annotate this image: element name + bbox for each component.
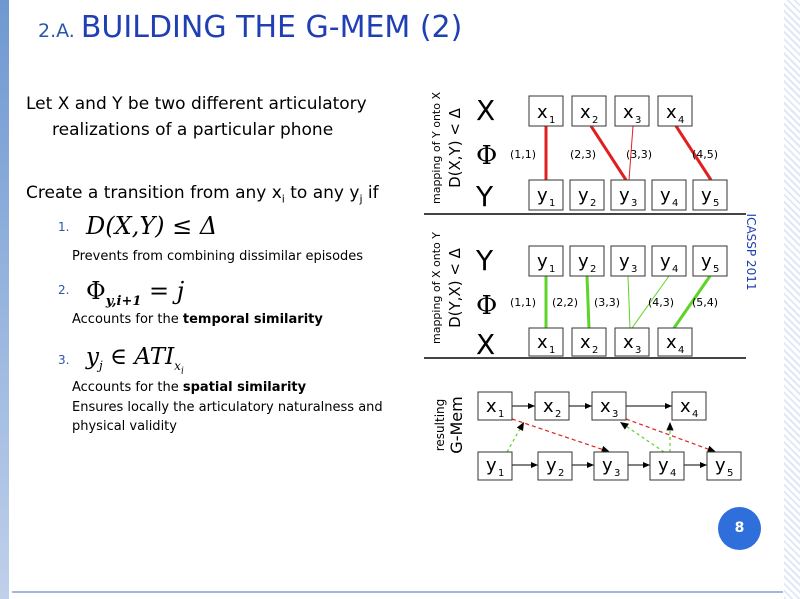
svg-text:5: 5: [727, 468, 734, 479]
p2-phi-3: (3,3): [594, 296, 621, 309]
node-y5: [693, 180, 727, 210]
svg-text:y: y: [619, 185, 630, 206]
panel3-side-label: resulting: [433, 398, 447, 452]
panel3-cross-transitions: [507, 419, 716, 452]
svg-text:y: y: [578, 251, 589, 272]
bottom-divider: [12, 591, 783, 593]
panel3-condition: G-Mem: [447, 396, 466, 454]
svg-text:3: 3: [635, 115, 642, 126]
item-3-note-3: physical validity: [72, 419, 177, 434]
panel2-y-nodes: [529, 246, 727, 276]
svg-text:4: 4: [672, 264, 679, 275]
node-y4: [650, 452, 684, 480]
node-y4: [652, 246, 686, 276]
svg-text:1: 1: [549, 115, 556, 126]
node-x1: [529, 328, 563, 356]
panel2-side-label: mapping of X onto Y: [430, 231, 443, 345]
panel1-row-x: X: [476, 94, 496, 127]
svg-text:x: x: [600, 396, 611, 417]
node-y3: [594, 452, 628, 480]
node-x4: [658, 96, 692, 126]
p2-phi-2: (2,2): [552, 296, 579, 309]
svg-text:y: y: [537, 251, 548, 272]
p2-phi-5: (5,4): [692, 296, 719, 309]
p2-phi-4: (4,3): [648, 296, 675, 309]
create-transition-text: Create a transition from any $x_i$ to any $y_j$ if: [26, 183, 379, 206]
link-y3-x3: [628, 276, 630, 328]
svg-text:y: y: [715, 455, 726, 476]
item-1-note: Prevents from combining dissimilar episodes: [72, 249, 364, 264]
node-x2: [572, 328, 606, 356]
svg-text:1: 1: [549, 198, 556, 209]
svg-text:4: 4: [672, 198, 679, 209]
intro-line-2: realizations of a particular phone: [52, 120, 334, 140]
svg-text:4: 4: [678, 115, 685, 126]
page-number-badge: 8: [718, 507, 761, 550]
panel3-y-nodes: [478, 452, 741, 480]
node-y5: [693, 246, 727, 276]
red-x3-y5: [626, 419, 716, 452]
svg-text:x: x: [623, 102, 634, 123]
node-y4: [652, 180, 686, 210]
svg-text:x: x: [623, 332, 634, 353]
svg-text:2: 2: [592, 115, 599, 126]
svg-text:4: 4: [692, 409, 699, 420]
svg-text:x: x: [580, 102, 591, 123]
node-x4: [672, 392, 706, 420]
slide-title: [38, 10, 462, 45]
svg-text:1: 1: [498, 409, 505, 420]
svg-text:y: y: [537, 185, 548, 206]
node-y2: [538, 452, 572, 480]
node-x2: [572, 96, 606, 126]
svg-text:2: 2: [590, 264, 597, 275]
svg-text:3: 3: [612, 409, 619, 420]
svg-text:2: 2: [558, 468, 565, 479]
panel2-condition: D(Y,X) < Δ: [446, 248, 464, 328]
green-y4-x3: [620, 422, 664, 452]
node-y2: [570, 246, 604, 276]
node-y1: [478, 452, 512, 480]
panel1-y-nodes: [529, 180, 727, 210]
svg-text:y: y: [701, 251, 712, 272]
panel3-x-nodes: [478, 392, 706, 420]
node-x3: [615, 328, 649, 356]
svg-text:x: x: [537, 332, 548, 353]
panel1-row-phi: Φ: [476, 141, 498, 171]
svg-text:x: x: [680, 396, 691, 417]
svg-text:x: x: [543, 396, 554, 417]
node-y2: [570, 180, 604, 210]
item-1-number: 1.: [58, 220, 70, 234]
left-accent-bar: [0, 0, 9, 599]
node-y5: [707, 452, 741, 480]
svg-text:1: 1: [498, 468, 505, 479]
panel2-x-nodes: [529, 328, 692, 356]
panel1-condition: D(X,Y) < Δ: [446, 108, 464, 188]
p1-phi-4: (4,5): [692, 148, 719, 161]
svg-text:2: 2: [592, 345, 599, 356]
node-x4: [658, 328, 692, 356]
node-y1: [529, 246, 563, 276]
item-2-formula: $\Phi_{y,i+1} = j$: [86, 277, 185, 309]
node-x3: [615, 96, 649, 126]
green-y1-x2: [507, 422, 524, 452]
panel2-row-y: Y: [476, 244, 494, 277]
svg-text:5: 5: [713, 264, 720, 275]
svg-text:5: 5: [713, 198, 720, 209]
svg-text:2: 2: [590, 198, 597, 209]
svg-text:3: 3: [631, 264, 638, 275]
p1-phi-2: (2,3): [570, 148, 597, 161]
svg-text:x: x: [486, 396, 497, 417]
item-3-number: 3.: [58, 353, 70, 367]
svg-text:y: y: [602, 455, 613, 476]
svg-text:x: x: [666, 332, 677, 353]
node-y1: [529, 180, 563, 210]
node-x1: [478, 392, 512, 420]
svg-text:y: y: [619, 251, 630, 272]
svg-text:4: 4: [670, 468, 677, 479]
conference-label: ICASSP 2011: [744, 213, 758, 291]
g-mem-diagram: [424, 82, 746, 490]
svg-text:x: x: [580, 332, 591, 353]
svg-text:3: 3: [614, 468, 621, 479]
svg-text:y: y: [660, 251, 671, 272]
svg-text:y: y: [660, 185, 671, 206]
svg-text:x: x: [537, 102, 548, 123]
node-x1: [529, 96, 563, 126]
panel1-x-nodes: [529, 96, 692, 126]
item-3-note-2: Ensures locally the articulatory naturalness and: [72, 400, 383, 415]
item-2-number: 2.: [58, 283, 70, 297]
node-y3: [611, 246, 645, 276]
svg-text:y: y: [486, 455, 497, 476]
panel2-row-x: X: [476, 328, 496, 361]
node-x3: [592, 392, 626, 420]
panel1-side-label: mapping of Y onto X: [430, 91, 443, 205]
section-number: 2.A.: [38, 20, 75, 42]
intro-line-1: Let X and Y be two different articulatory: [26, 94, 367, 114]
right-pattern-stripe: [784, 0, 800, 599]
p2-phi-1: (1,1): [510, 296, 537, 309]
svg-text:y: y: [546, 455, 557, 476]
svg-text:y: y: [701, 185, 712, 206]
link-y2-x2: [587, 276, 589, 328]
svg-text:2: 2: [555, 409, 562, 420]
svg-text:1: 1: [549, 264, 556, 275]
title-text: BUILDING THE G-MEM (2): [80, 10, 463, 45]
svg-text:1: 1: [549, 345, 556, 356]
item-1-formula: D(X,Y) ≤ Δ: [86, 212, 218, 240]
svg-text:x: x: [666, 102, 677, 123]
panel2-row-phi: Φ: [476, 291, 498, 321]
svg-text:y: y: [578, 185, 589, 206]
p1-phi-3: (3,3): [626, 148, 653, 161]
svg-text:3: 3: [631, 198, 638, 209]
red-x1-y3: [512, 419, 610, 452]
svg-text:3: 3: [635, 345, 642, 356]
item-3-formula: $y_j$ ∈ $ATI_{x_i}$: [86, 344, 184, 376]
node-y3: [611, 180, 645, 210]
item-2-note: Accounts for the temporal similarity: [72, 312, 323, 327]
link-x2-y3: [591, 126, 626, 180]
p1-phi-1: (1,1): [510, 148, 537, 161]
item-3-note: Accounts for the spatial similarity: [72, 380, 307, 395]
panel1-row-y: Y: [476, 180, 494, 213]
svg-text:y: y: [658, 455, 669, 476]
node-x2: [535, 392, 569, 420]
svg-text:4: 4: [678, 345, 685, 356]
